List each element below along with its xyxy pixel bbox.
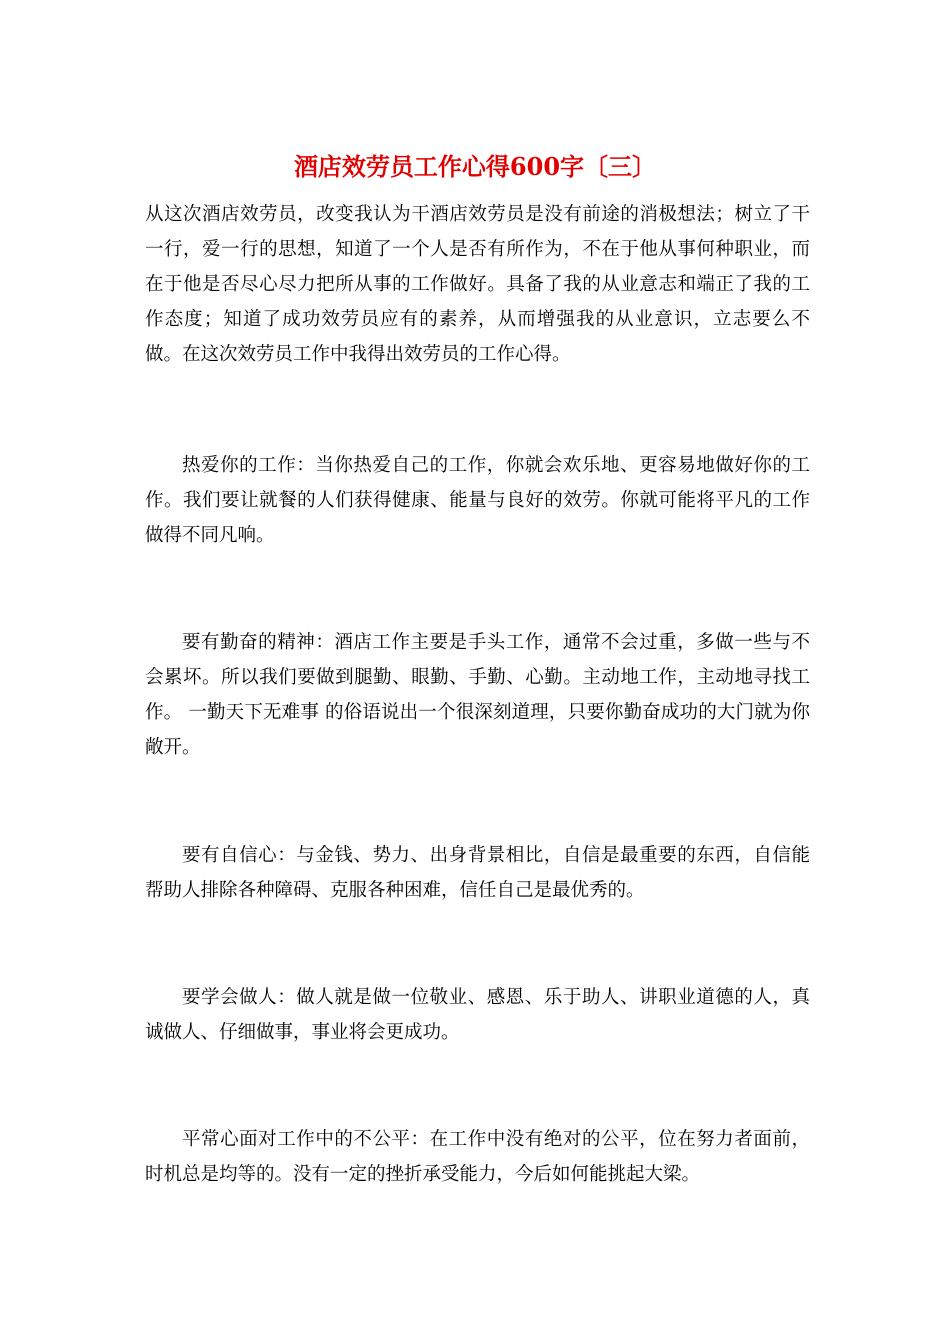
paragraph-diligence: 要有勤奋的精神：酒店工作主要是手头工作，通常不会过重，多做一些与不会累坏。所以我们要做到腿勤、眼勤、手勤、心勤。主动地工作，主动地寻找工作。 一勤天下无难事 的俗语说出一个很深刻道理，只要你勤奋成功的大门就为你敞开。 bbox=[145, 632, 810, 758]
paragraph-intro: 从这次酒店效劳员，改变我认为干酒店效劳员是没有前途的消极想法；树立了干一行，爱一行的思想，知道了一个人是否有所作为，不在于他从事何种职业，而在于他是否尽心尽力把所从事的工作做好。具备了我的从业意志和端正了我的工作态度；知道了成功效劳员应有的素养，从而增强我的从业意识，立志要么不做。在这次效劳员工作中我得出效劳员的工作心得。 bbox=[145, 204, 810, 365]
paragraph-unfairness: 平常心面对工作中的不公平：在工作中没有绝对的公平，位在努力者面前，时机总是均等的。没有一定的挫折承受能力，今后如何能挑起大梁。 bbox=[145, 1129, 810, 1185]
document-title: 酒店效劳员工作心得600字〔三〕 bbox=[293, 152, 657, 181]
paragraph-be-a-good-person: 要学会做人：做人就是做一位敬业、感恩、乐于助人、讲职业道德的人，真诚做人、仔细做事，事业将会更成功。 bbox=[145, 987, 810, 1043]
paragraph-confidence: 要有自信心：与金钱、势力、出身背景相比，自信是最重要的东西，自信能帮助人排除各种障碍、克服各种困难，信任自己是最优秀的。 bbox=[145, 845, 810, 901]
paragraph-love-work: 热爱你的工作：当你热爱自己的工作，你就会欢乐地、更容易地做好你的工作。我们要让就餐的人们获得健康、能量与良好的效劳。你就可能将平凡的工作做得不同凡响。 bbox=[145, 455, 810, 546]
